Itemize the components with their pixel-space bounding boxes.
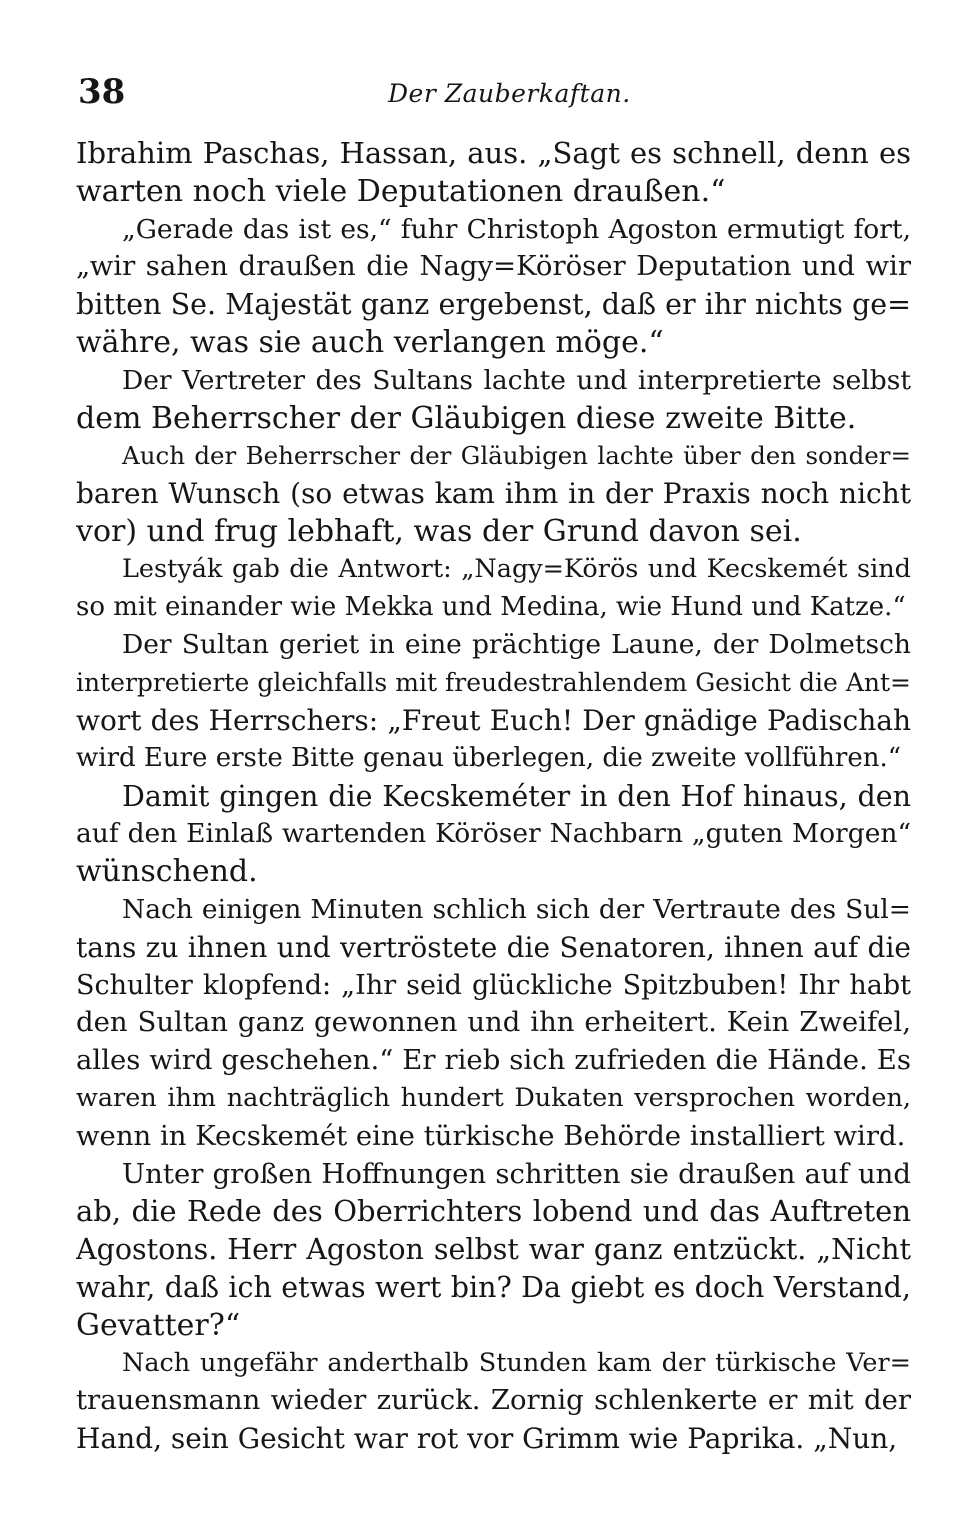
text-line: Agostons. Herr Agoston selbst war ganz entzückt. „Nicht — [76, 1233, 911, 1267]
text-line: Ibrahim Paschas, Hassan, aus. „Sagt es schnell, denn es — [76, 136, 911, 170]
text-line: wort des Herrschers: „Freut Euch! Der gnädige Padischah — [76, 703, 911, 737]
text-line: warten noch viele Deputationen draußen.“ — [76, 173, 726, 209]
text-line: Der Vertreter des Sultans lachte und interpretierte selbst — [122, 364, 911, 396]
text-line: Unter großen Hoffnungen schritten sie draußen auf und — [122, 1157, 911, 1190]
text-line: Nach einigen Minuten schlich sich der Vertraute des Sul= — [122, 893, 911, 925]
text-line: Auch der Beherrscher der Gläubigen lachte über den sonder= — [122, 441, 911, 471]
text-line: alles wird geschehen.“ Er rieb sich zufrieden die Hände. Es — [76, 1044, 911, 1077]
text-line: wenn in Kecskemét eine türkische Behörde installiert wird. — [76, 1119, 906, 1152]
text-line: „Gerade das ist es,“ fuhr Christoph Agoston ermutigt fort, — [122, 213, 911, 245]
text-line: wahr, daß ich etwas wert bin? Da giebt es doch Verstand, — [76, 1270, 911, 1304]
body-text — [76, 135, 911, 1458]
page-header — [78, 70, 908, 120]
text-line: vor) und frug lebhaft, was der Grund davon sei. — [76, 513, 802, 549]
text-line: den Sultan ganz gewonnen und ihn erheitert. Kein Zweifel, — [76, 1006, 911, 1039]
text-line: dem Beherrscher der Gläubigen diese zweite Bitte. — [76, 400, 857, 436]
text-line: Nach ungefähr anderthalb Stunden kam der türkische Ver= — [122, 1347, 911, 1378]
text-line: wird Eure erste Bitte genau überlegen, die zweite vollführen.“ — [76, 742, 902, 773]
text-line: tans zu ihnen und vertröstete die Senatoren, ihnen auf die — [76, 930, 911, 964]
text-line: interpretierte gleichfalls mit freudestrahlendem Gesicht die Ant= — [76, 668, 911, 698]
text-line: „wir sahen draußen die Nagy=Köröser Deputation und wir — [76, 250, 911, 283]
text-line: so mit einander wie Mekka und Medina, wie Hund und Katze.“ — [76, 591, 906, 622]
text-line: Der Sultan geriet in eine prächtige Laune, der Dolmetsch — [122, 629, 911, 661]
text-line: Schulter klopfend: „Ihr seid glückliche Spitzbuben! Ihr habt — [76, 969, 911, 1001]
text-line: Gevatter?“ — [76, 1307, 241, 1343]
text-line: wünschend. — [76, 854, 258, 890]
text-line: baren Wunsch (so etwas kam ihm in der Praxis noch nicht — [76, 477, 911, 511]
text-line: trauensmann wieder zurück. Zornig schlenkerte er mit der — [76, 1384, 911, 1417]
text-line: bitten Se. Majestät ganz ergebenst, daß er ihr nichts ge= — [76, 288, 911, 322]
text-line: währe, was sie auch verlangen möge.“ — [76, 324, 664, 360]
text-line: waren ihm nachträglich hundert Dukaten versprochen worden, — [76, 1082, 911, 1113]
running-title: Der Zauberkaftan. — [388, 79, 631, 108]
text-line: Damit gingen die Kecskeméter in den Hof hinaus, den — [122, 779, 911, 813]
page-number: 38 — [78, 72, 126, 112]
text-line: auf den Einlaß wartenden Köröser Nachbarn „guten Morgen“ — [76, 818, 911, 850]
text-line: Lestyák gab die Antwort: „Nagy=Körös und Kecskemét sind — [122, 553, 911, 584]
text-line: ab, die Rede des Oberrichters lobend und das Auftreten — [76, 1194, 911, 1229]
text-line: Hand, sein Gesicht war rot vor Grimm wie Paprika. „Nun, — [76, 1422, 898, 1456]
